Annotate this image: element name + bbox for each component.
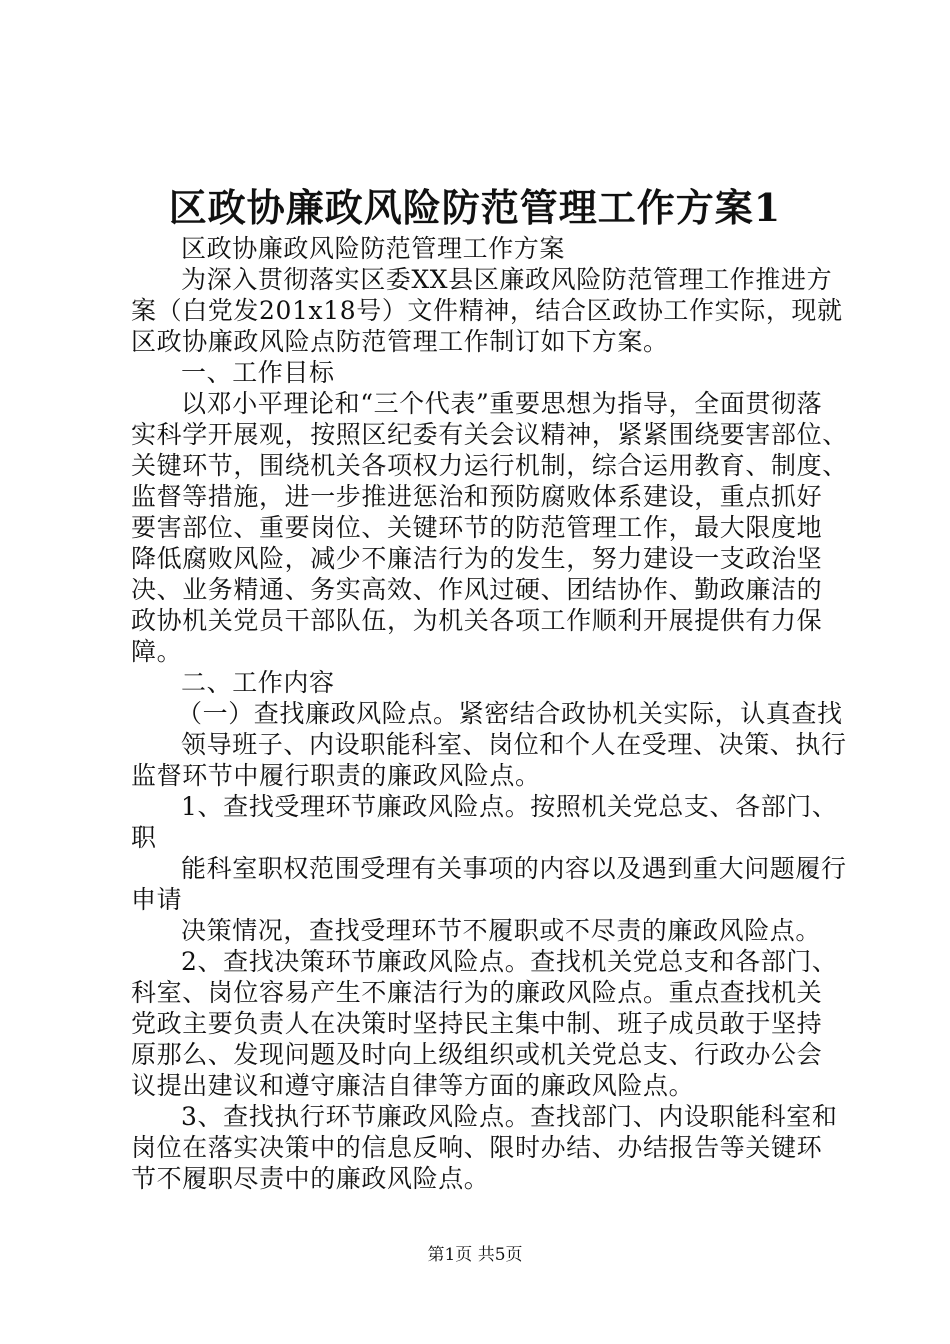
body-line: 2、查找决策环节廉政风险点。查找机关党总支和各部门、	[181, 947, 838, 976]
body-line: 降低腐败风险，减少不廉洁行为的发生，努力建设一支政治坚	[131, 544, 823, 573]
body-line: 关键环节，围绕机关各项权力运行机制，综合运用教育、制度、	[131, 451, 848, 480]
body-line: 1、查找受理环节廉政风险点。按照机关党总支、各部门、	[181, 792, 838, 821]
section-heading: 二、工作内容	[181, 668, 335, 697]
body-line: 领导班子、内设职能科室、岗位和个人在受理、决策、执行	[181, 730, 847, 759]
body-line: 区政协廉政风险防范管理工作方案	[181, 234, 566, 263]
body-line: 申请	[131, 885, 183, 914]
body-line: 决策情况，查找受理环节不履职或不尽责的廉政风险点。	[181, 916, 822, 945]
section-heading: 一、工作目标	[181, 358, 335, 387]
body-line: 议提出建议和遵守廉洁自律等方面的廉政风险点。	[131, 1071, 695, 1100]
body-line: 监督等措施，进一步推进惩治和预防腐败体系建设，重点抓好	[131, 482, 823, 511]
body-line: （一）查找廉政风险点。紧密结合政协机关实际，认真查找	[177, 699, 843, 728]
body-line: 以邓小平理论和“三个代表”重要思想为指导，全面贯彻落	[181, 389, 823, 418]
document-title: 区政协廉政风险防范管理工作方案1	[168, 185, 782, 230]
body-line: 障。	[131, 637, 183, 666]
body-line: 科室、岗位容易产生不廉洁行为的廉政风险点。重点查找机关	[131, 978, 823, 1007]
body-line: 能科室职权范围受理有关事项的内容以及遇到重大问题履行	[181, 854, 847, 883]
body-line: 实科学开展观，按照区纪委有关会议精神，紧紧围绕要害部位、	[131, 420, 848, 449]
body-line: 决、业务精通、务实高效、作风过硬、团结协作、勤政廉洁的	[131, 575, 823, 604]
body-line: 节不履职尽责中的廉政风险点。	[131, 1164, 490, 1193]
body-line: 区政协廉政风险点防范管理工作制订如下方案。	[131, 327, 669, 356]
body-line: 政协机关党员干部队伍，为机关各项工作顺利开展提供有力保	[131, 606, 823, 635]
body-line: 案（白党发201x18号）文件精神，结合区政协工作实际，现就	[131, 296, 843, 325]
body-line: 监督环节中履行职责的廉政风险点。	[131, 761, 541, 790]
body-line: 岗位在落实决策中的信息反响、限时办结、办结报告等关键环	[131, 1133, 823, 1162]
body-line: 3、查找执行环节廉政风险点。查找部门、内设职能科室和	[181, 1102, 838, 1131]
page-number: 第1页 共5页	[427, 1245, 523, 1265]
document-body	[131, 233, 848, 1194]
body-line: 职	[131, 823, 157, 852]
body-line: 为深入贯彻落实区委XX县区廉政风险防范管理工作推进方	[181, 265, 833, 294]
body-line: 原那么、发现问题及时向上级组织或机关党总支、行政办公会	[131, 1040, 823, 1069]
body-line: 要害部位、重要岗位、关键环节的防范管理工作，最大限度地	[131, 513, 823, 542]
body-line: 党政主要负责人在决策时坚持民主集中制、班子成员敢于坚持	[131, 1009, 823, 1038]
